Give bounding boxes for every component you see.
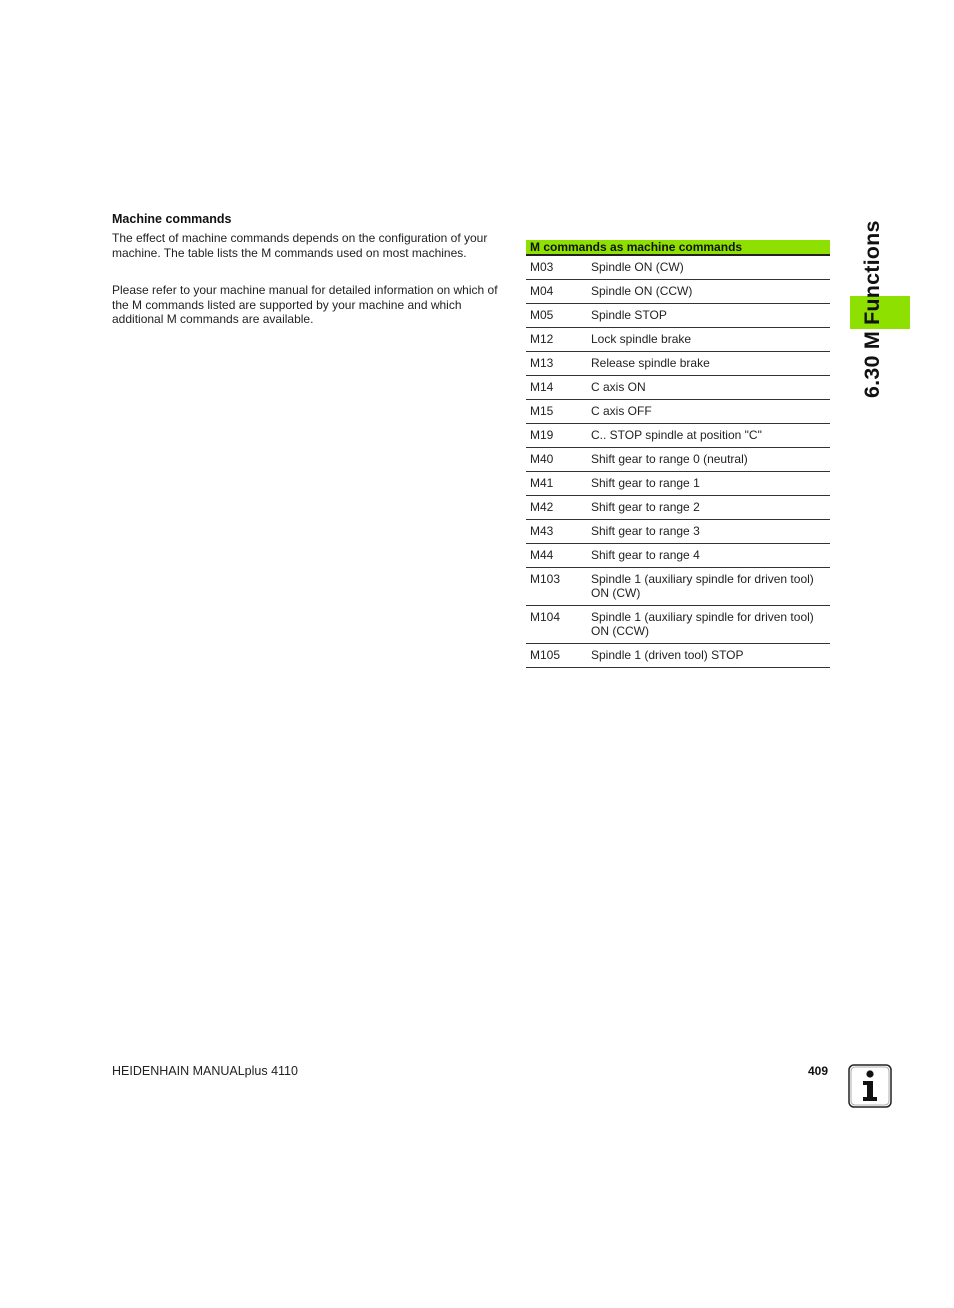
m-description-cell: Release spindle brake <box>587 352 830 376</box>
chapter-title: 6.30 M Functions <box>860 220 884 398</box>
m-commands-table <box>526 240 830 668</box>
m-description-cell: Spindle 1 (auxiliary spindle for driven tool) ON (CW) <box>587 568 830 606</box>
table-row <box>526 568 830 606</box>
m-code-cell: M40 <box>526 448 587 472</box>
m-description-cell: C axis OFF <box>587 400 830 424</box>
info-icon <box>848 1064 892 1108</box>
table-row <box>526 255 830 280</box>
table-row <box>526 448 830 472</box>
m-description-cell: Spindle STOP <box>587 304 830 328</box>
table-row <box>526 328 830 352</box>
table-header: M commands as machine commands <box>526 240 830 255</box>
m-description-cell: Spindle ON (CW) <box>587 255 830 280</box>
m-code-cell: M19 <box>526 424 587 448</box>
page-number: 409 <box>808 1064 829 1078</box>
table-row <box>526 424 830 448</box>
m-code-cell: M04 <box>526 280 587 304</box>
m-code-cell: M05 <box>526 304 587 328</box>
table-row <box>526 496 830 520</box>
table-row <box>526 606 830 644</box>
m-code-cell: M03 <box>526 255 587 280</box>
intro-paragraph: The effect of machine commands depends on the configuration of your machine. The table lists the M commands used on most machines. <box>112 231 488 260</box>
m-code-cell: M103 <box>526 568 587 606</box>
m-code-cell: M12 <box>526 328 587 352</box>
table-row <box>526 352 830 376</box>
table-row <box>526 472 830 496</box>
m-description-cell: Shift gear to range 1 <box>587 472 830 496</box>
m-description-cell: Shift gear to range 4 <box>587 544 830 568</box>
m-description-cell: C axis ON <box>587 376 830 400</box>
m-description-cell: Spindle 1 (auxiliary spindle for driven tool) ON (CCW) <box>587 606 830 644</box>
m-description-cell: C.. STOP spindle at position "C" <box>587 424 830 448</box>
m-code-cell: M13 <box>526 352 587 376</box>
m-code-cell: M14 <box>526 376 587 400</box>
table-row <box>526 644 830 668</box>
footer-manual-title: HEIDENHAIN MANUALplus 4110 <box>112 1064 298 1078</box>
table-row <box>526 544 830 568</box>
table-row <box>526 400 830 424</box>
m-code-cell: M41 <box>526 472 587 496</box>
m-description-cell: Lock spindle brake <box>587 328 830 352</box>
m-description-cell: Spindle ON (CCW) <box>587 280 830 304</box>
m-description-cell: Shift gear to range 0 (neutral) <box>587 448 830 472</box>
m-code-cell: M44 <box>526 544 587 568</box>
m-description-cell: Shift gear to range 3 <box>587 520 830 544</box>
m-description-cell: Shift gear to range 2 <box>587 496 830 520</box>
m-code-cell: M43 <box>526 520 587 544</box>
reference-paragraph: Please refer to your machine manual for detailed information on which of the M commands listed are supported by your machine and which additional M commands are available. <box>112 283 498 327</box>
m-description-cell: Spindle 1 (driven tool) STOP <box>587 644 830 668</box>
m-code-cell: M104 <box>526 606 587 644</box>
m-code-cell: M105 <box>526 644 587 668</box>
table-header-row <box>526 240 830 255</box>
table-body <box>526 255 830 668</box>
m-code-cell: M15 <box>526 400 587 424</box>
m-code-cell: M42 <box>526 496 587 520</box>
table-row <box>526 376 830 400</box>
table-row <box>526 520 830 544</box>
table-row <box>526 304 830 328</box>
section-heading: Machine commands <box>112 212 232 226</box>
table-row <box>526 280 830 304</box>
